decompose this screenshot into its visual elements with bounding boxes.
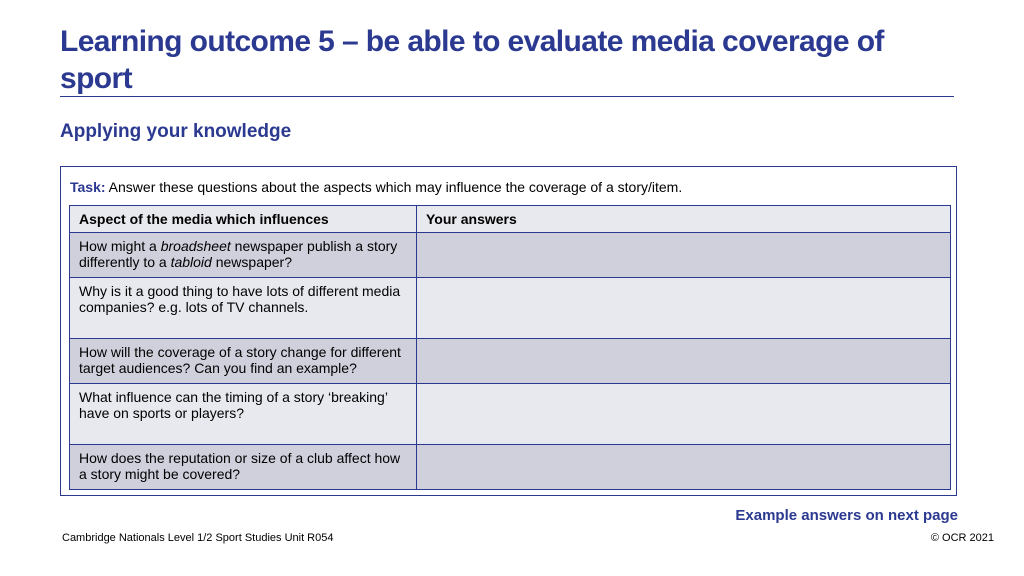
next-page-note: Example answers on next page [735, 507, 958, 524]
answer-cell[interactable] [417, 339, 951, 384]
task-instruction [70, 179, 682, 195]
table-row [70, 233, 951, 278]
task-text: Answer these questions about the aspects which may influence the coverage of a story/item. [108, 179, 683, 195]
answer-cell[interactable] [417, 233, 951, 278]
table-row [70, 384, 951, 445]
answers-table [69, 205, 951, 490]
section-subtitle: Applying your knowledge [60, 121, 292, 142]
table-row [70, 278, 951, 339]
footer-course-info: Cambridge Nationals Level 1/2 Sport Studies Unit R054 [62, 532, 334, 544]
question-cell: Why is it a good thing to have lots of different media companies? e.g. lots of TV channels. [70, 278, 417, 339]
question-emphasis-tabloid: tabloid [170, 254, 212, 270]
table-header-row [70, 206, 951, 233]
question-text-part: How might a [79, 238, 161, 254]
question-emphasis-broadsheet: broadsheet [160, 238, 231, 254]
column-header-aspect: Aspect of the media which influences [70, 206, 417, 233]
table-row [70, 339, 951, 384]
table-row [70, 445, 951, 490]
question-cell: How will the coverage of a story change for different target audiences? Can you find an example? [70, 339, 417, 384]
answer-cell[interactable] [417, 384, 951, 445]
footer-copyright: © OCR 2021 [930, 532, 994, 544]
answer-cell[interactable] [417, 278, 951, 339]
question-cell [70, 233, 417, 278]
title-divider [60, 96, 954, 97]
answer-cell[interactable] [417, 445, 951, 490]
question-cell: What influence can the timing of a story ‘breaking’ have on sports or players? [70, 384, 417, 445]
question-cell: How does the reputation or size of a club affect how a story might be covered? [70, 445, 417, 490]
column-header-answers: Your answers [417, 206, 951, 233]
page-title: Learning outcome 5 – be able to evaluate media coverage of sport [60, 25, 884, 95]
task-panel [60, 166, 957, 496]
question-text-part: newspaper? [211, 254, 293, 270]
task-label: Task: [70, 179, 106, 195]
question-text-part: newspaper publish a story differently to a [79, 238, 398, 270]
